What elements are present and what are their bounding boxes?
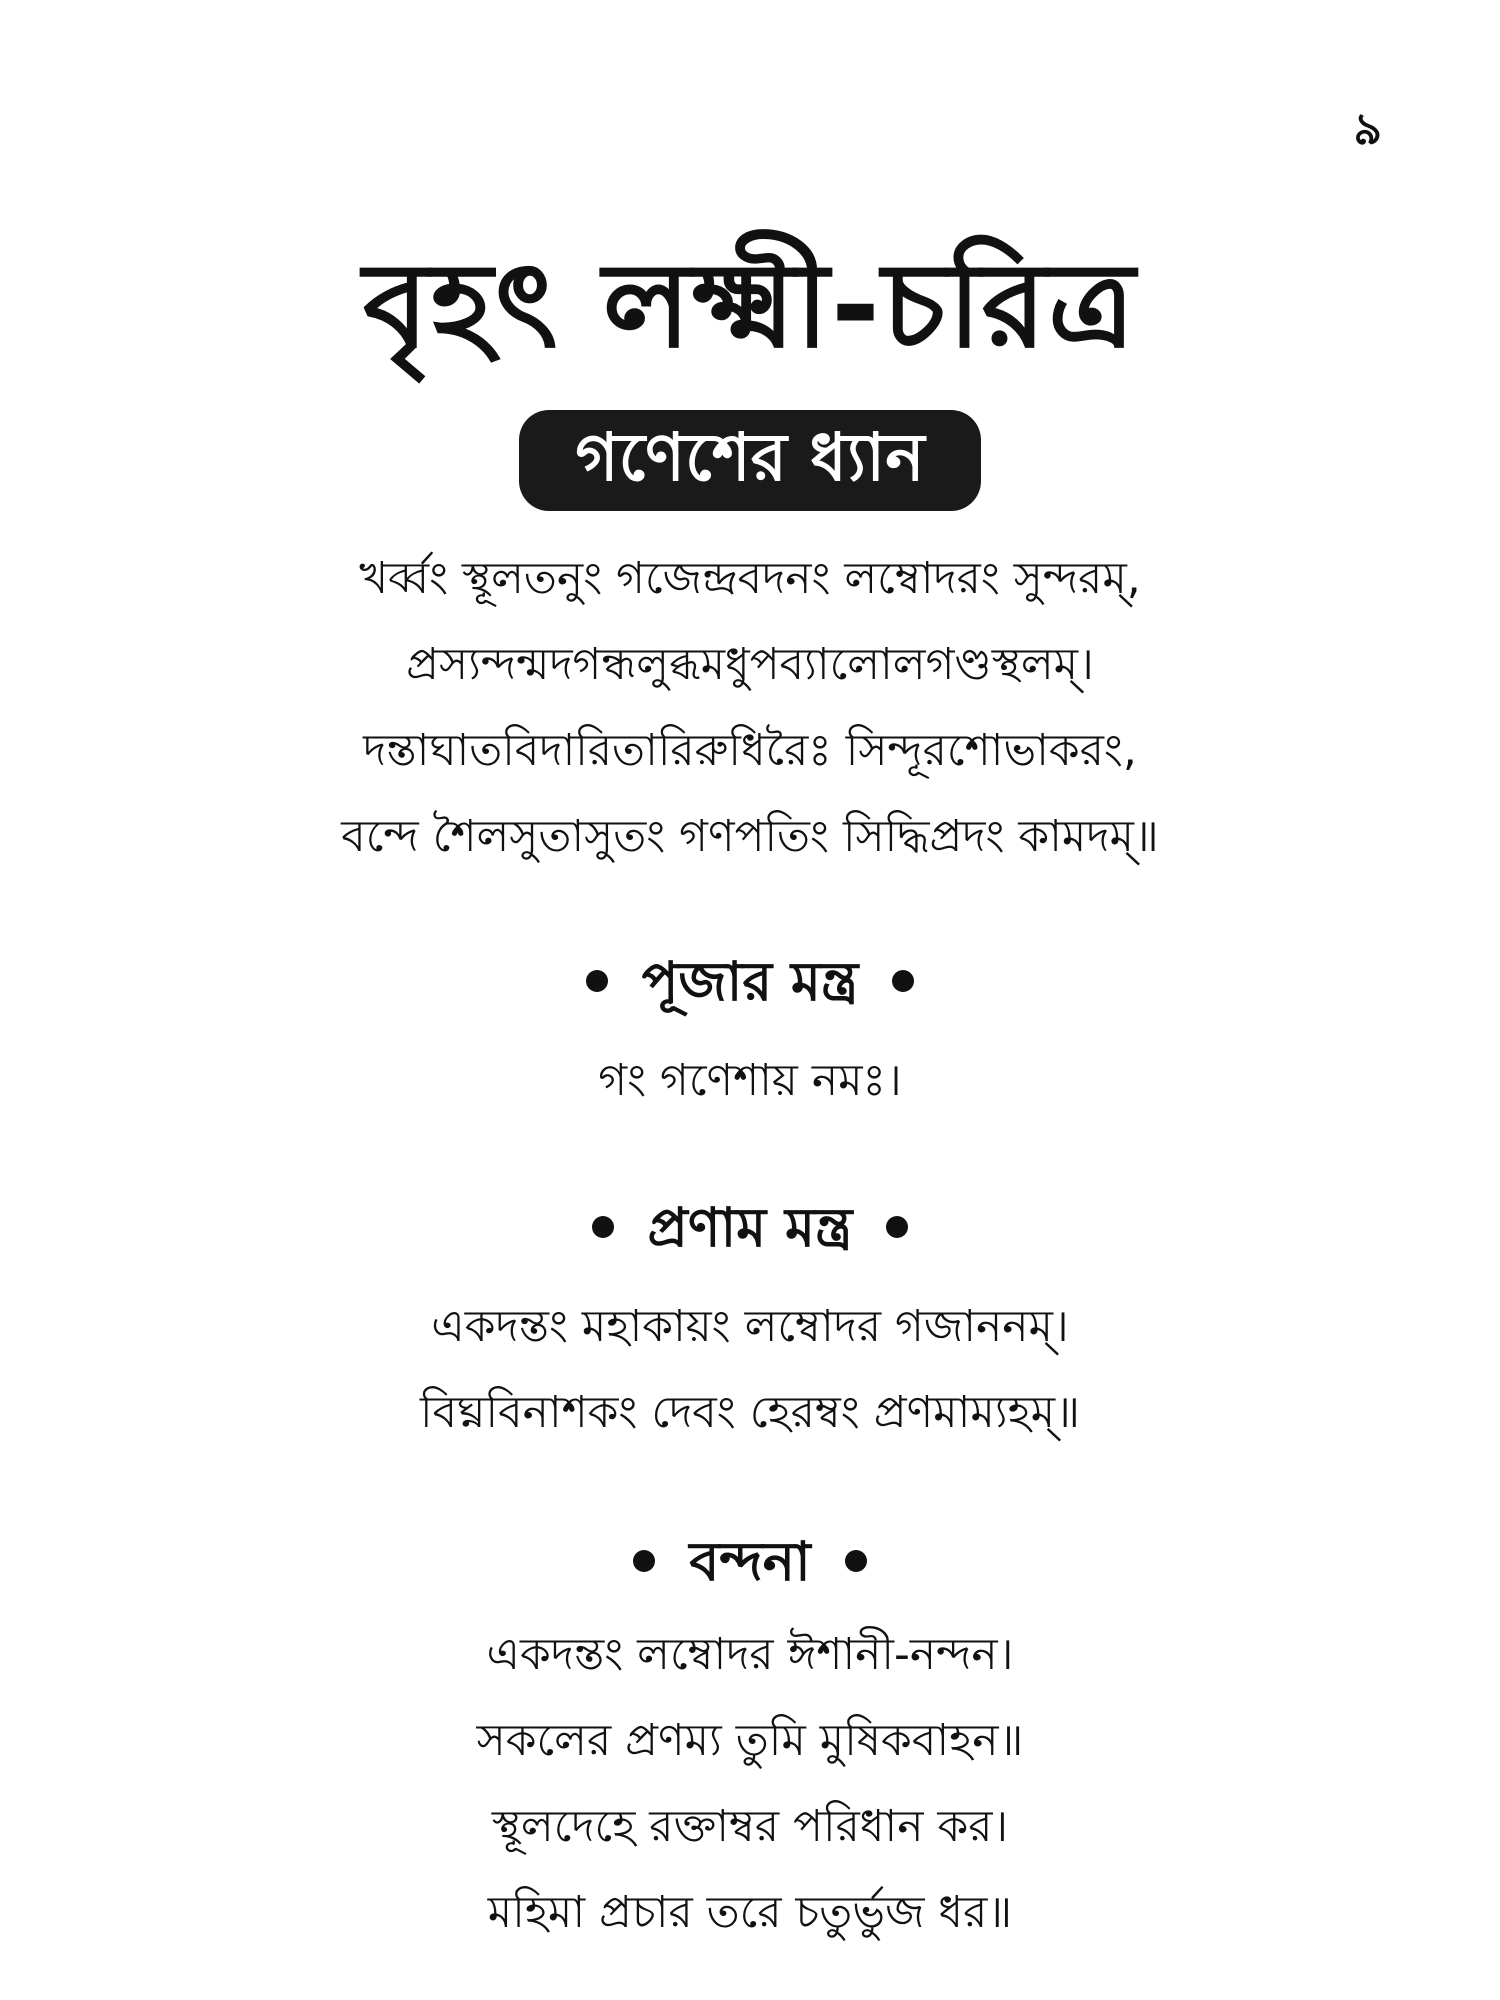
- verse-line: সকলের প্রণম্য তুমি মুষিকবাহন॥: [476, 1715, 1024, 1766]
- verse-line: বিঘ্নবিনাশকং দেবং হেরম্বং প্রণমাম্যহম্॥: [419, 1387, 1081, 1438]
- section-banner: [0, 410, 1500, 511]
- verse-line: দন্তাঘাতবিদারিতারিরুধিরৈঃ সিন্দূরশোভাকরং,: [363, 725, 1137, 776]
- book-title: বৃহৎ লক্ষ্মী-চরিত্র: [362, 236, 1138, 374]
- bandana-verse: [0, 1612, 1500, 1956]
- puja-mantra-verse: [0, 1038, 1500, 1124]
- bandana-heading: [0, 1530, 1500, 1595]
- pranam-mantra-verse: [0, 1284, 1500, 1456]
- pranam-mantra-heading: [0, 1196, 1500, 1261]
- verse-line: একদন্তং লম্বোদর ঈশানী-নন্দন।: [486, 1629, 1014, 1680]
- verse-line: খর্ব্বং স্থূলতনুং গজেন্দ্রবদনং লম্বোদরং সুন্দরম্,: [359, 553, 1141, 604]
- bullet-icon: [586, 970, 608, 992]
- verse-line: একদন্তং মহাকায়ং লম্বোদর গজাননম্।: [431, 1301, 1069, 1352]
- verse-line: প্রস্যন্দন্মদগন্ধলুব্ধমধুপব্যালোলগণ্ডস্থলম্।: [406, 639, 1094, 690]
- bullet-icon: [892, 970, 914, 992]
- banner-label: গণেশের ধ্যান: [519, 410, 980, 511]
- heading-label: বন্দনা: [689, 1530, 811, 1593]
- heading-label: প্রণাম মন্ত্র: [647, 1196, 853, 1259]
- bullet-icon: [886, 1216, 908, 1238]
- verse-line: গং গণেশায় নমঃ।: [598, 1055, 902, 1106]
- verse-line: স্থূলদেহে রক্তাম্বর পরিধান কর।: [491, 1801, 1009, 1852]
- page-number: ৯: [1353, 104, 1382, 155]
- puja-mantra-heading: [0, 950, 1500, 1015]
- verse-line: বন্দে শৈলসুতাসুতং গণপতিং সিদ্ধিপ্রদং কামদম্॥: [341, 811, 1159, 862]
- bullet-icon: [633, 1550, 655, 1572]
- dhyan-verse: [0, 536, 1500, 880]
- bullet-icon: [845, 1550, 867, 1572]
- heading-label: পূজার মন্ত্র: [641, 950, 859, 1013]
- bullet-icon: [592, 1216, 614, 1238]
- verse-line: মহিমা প্রচার তরে চতুর্ভুজ ধর॥: [487, 1887, 1013, 1938]
